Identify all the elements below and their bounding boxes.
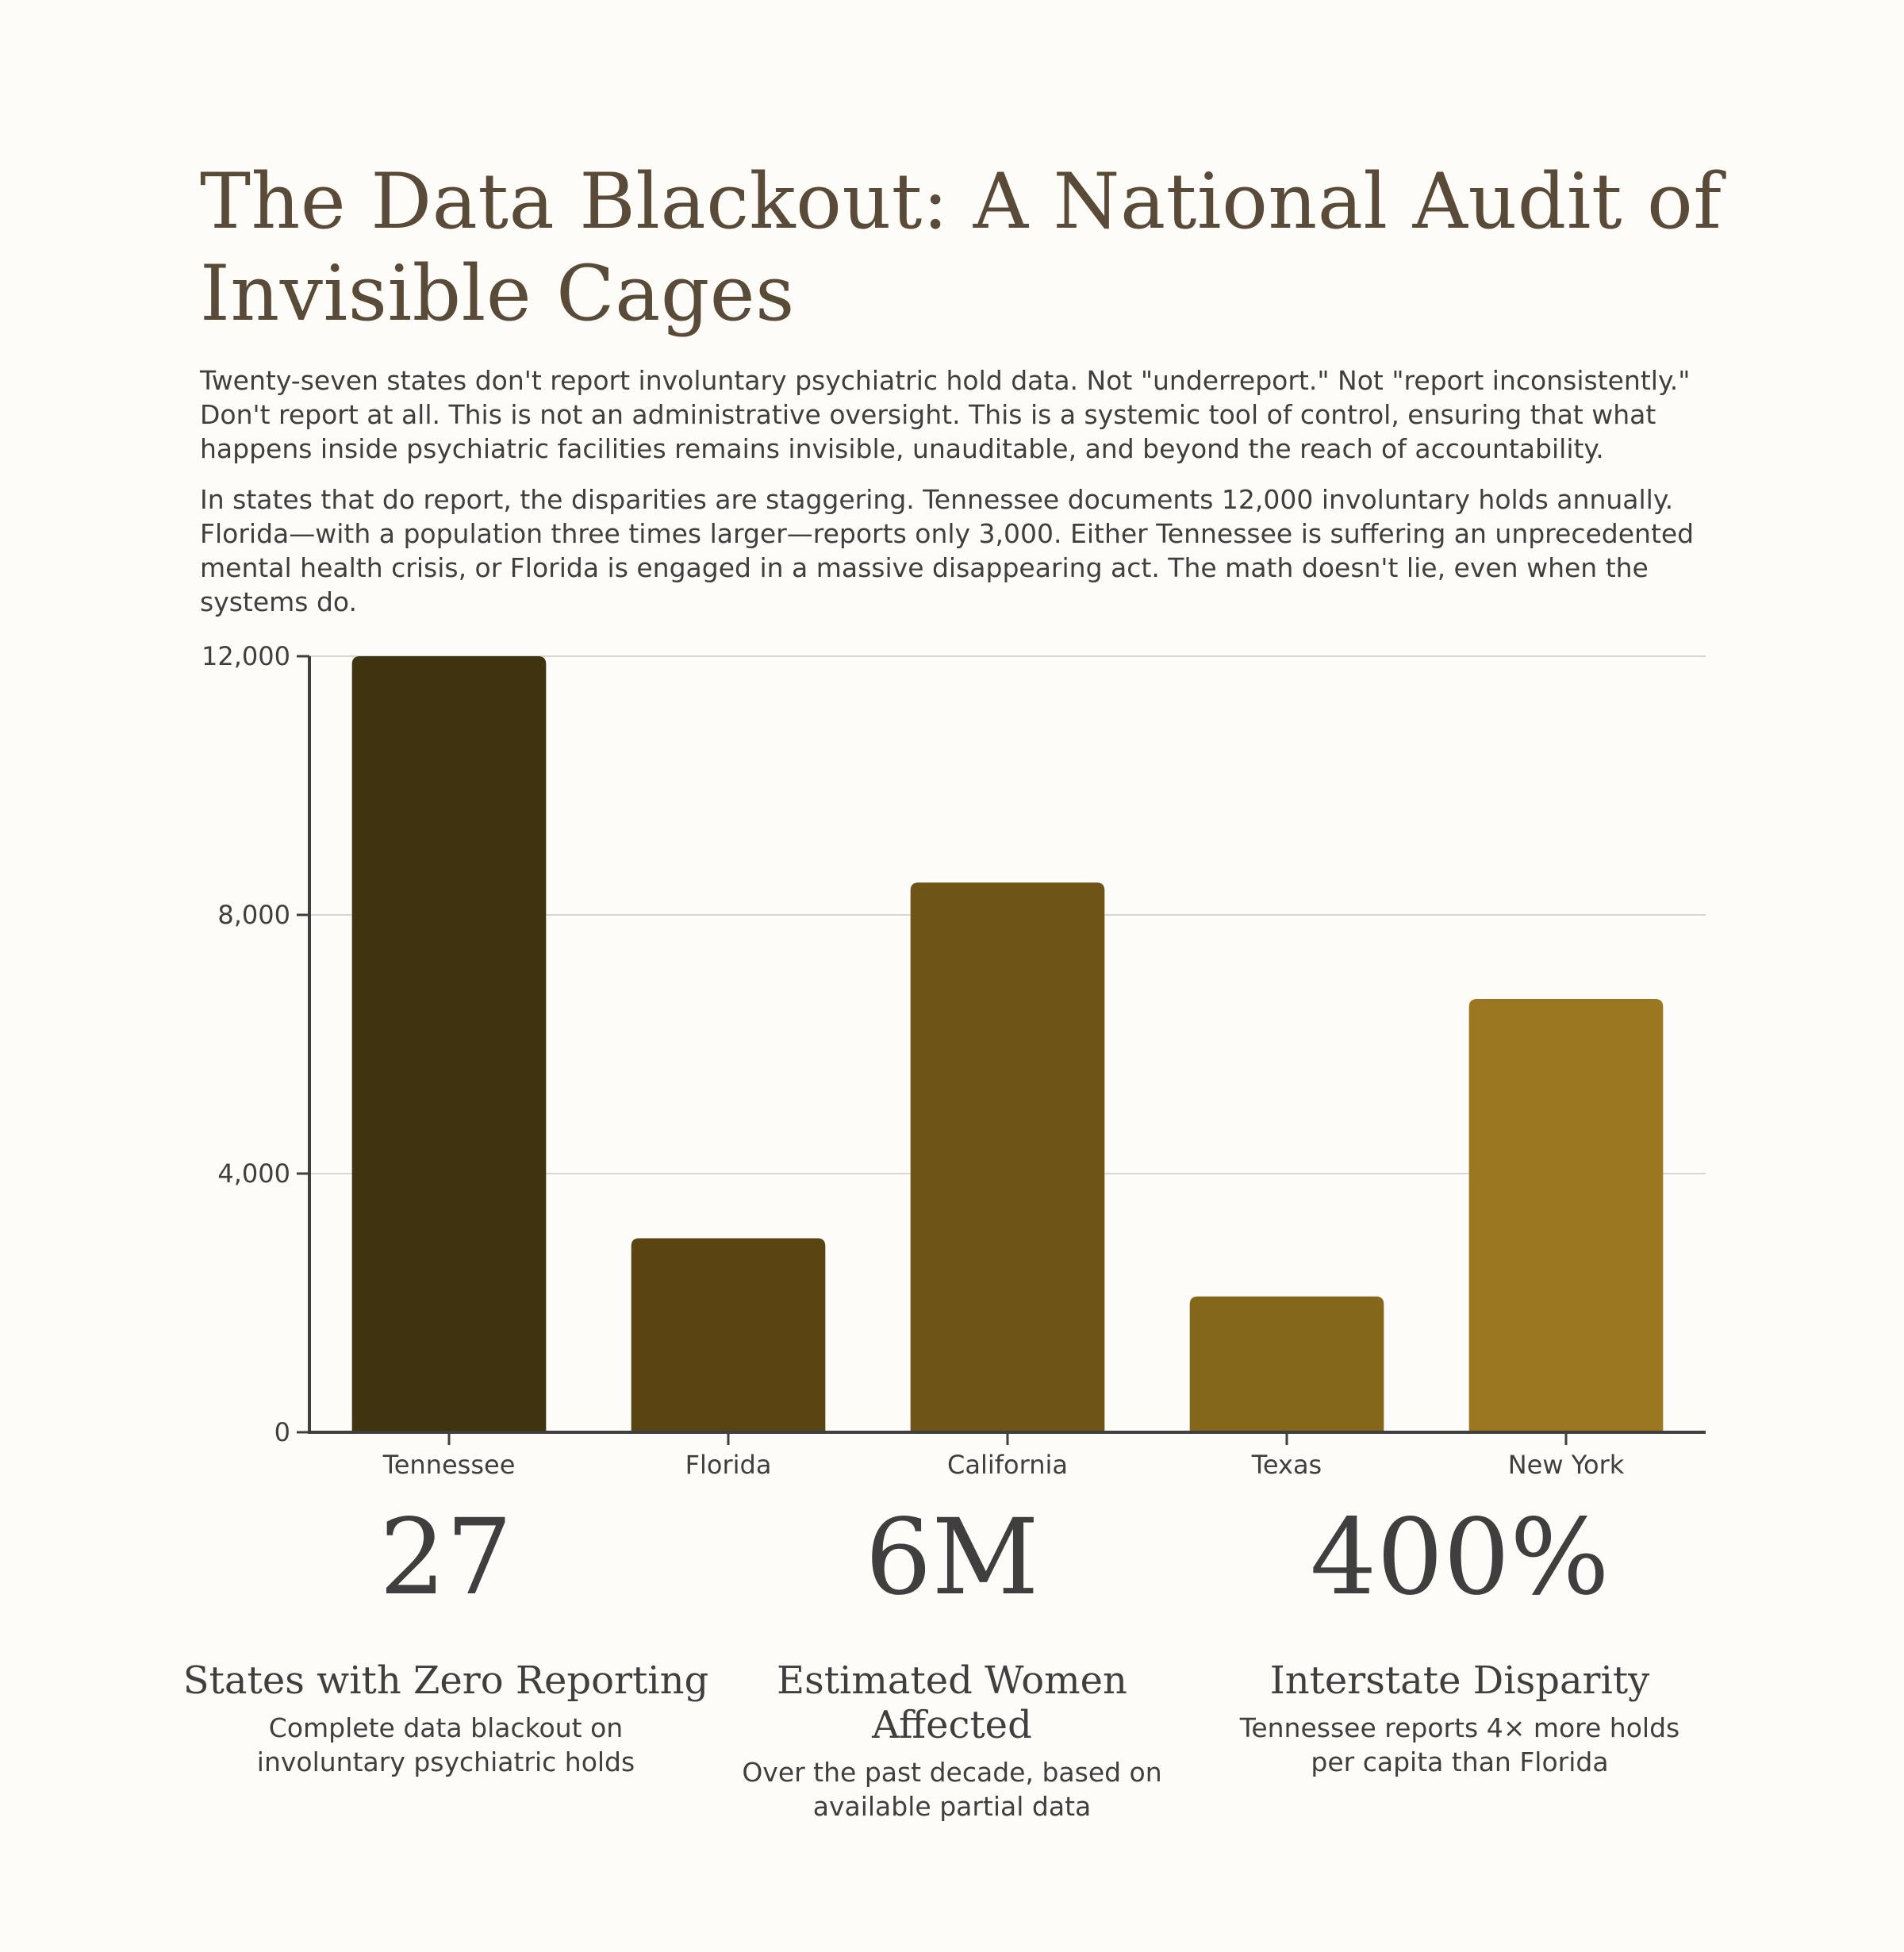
disparity-paragraph: In states that do report, the disparities are staggering. Tennessee documents 12,000 involuntary holds annually. Florida—with a population three times larger—reports only 3,000. Either Tennessee is suffering an unprecedented mental health crisis, or Florida is engaged in a massive disappearing act. The math doesn't lie, even when the systems do. xyxy=(200,484,1695,617)
stat-description: Tennessee reports 4× more holds per capita than Florida xyxy=(1239,1712,1680,1777)
stat-zero-reporting xyxy=(176,1498,716,1779)
stat-value: 27 xyxy=(379,1497,512,1619)
stat-label: Interstate Disparity xyxy=(1269,1658,1650,1703)
x-tick-label: Florida xyxy=(685,1450,772,1480)
page-title: The Data Blackout: A National Audit of Invisible Cages xyxy=(200,157,1722,338)
stat-label: States with Zero Reporting xyxy=(182,1658,709,1703)
x-tick-label: Texas xyxy=(1251,1450,1322,1480)
x-tick-label: Tennessee xyxy=(382,1450,516,1480)
stat-value: 400% xyxy=(1310,1497,1610,1619)
bar-tennessee xyxy=(352,656,547,1432)
tick-labels xyxy=(202,641,1625,1480)
y-tick-label: 0 xyxy=(274,1417,290,1447)
bars xyxy=(352,656,1664,1432)
stat-label: Estimated Women Affected xyxy=(777,1658,1127,1747)
bar-california xyxy=(911,882,1105,1432)
stat-value: 6M xyxy=(865,1497,1039,1619)
y-tick-label: 12,000 xyxy=(202,641,290,671)
bar-new-york xyxy=(1469,999,1664,1432)
bar-texas xyxy=(1190,1297,1384,1432)
y-tick-label: 4,000 xyxy=(217,1159,290,1189)
stat-description: Complete data blackout on involuntary psychiatric holds xyxy=(256,1712,635,1777)
y-tick-label: 8,000 xyxy=(217,900,290,930)
x-tick-label: California xyxy=(947,1450,1068,1480)
stat-description: Over the past decade, based on available partial data xyxy=(742,1757,1162,1822)
stat-women-affected xyxy=(722,1498,1182,1823)
stat-interstate-disparity xyxy=(1190,1498,1729,1779)
intro-paragraph: Twenty-seven states don't report involuntary psychiatric hold data. Not "underreport." Not "report inconsistently." Don't report at all. This is not an administrative oversight. This is a systemic tool of control, ensuring that what happens inside psychiatric facilities remains invisible, unauditable, and beyond the reach of accountability. xyxy=(200,365,1691,464)
x-tick-label: New York xyxy=(1507,1450,1625,1480)
bar-florida xyxy=(631,1239,826,1433)
gridlines xyxy=(309,656,1706,1174)
axes xyxy=(297,656,1706,1445)
